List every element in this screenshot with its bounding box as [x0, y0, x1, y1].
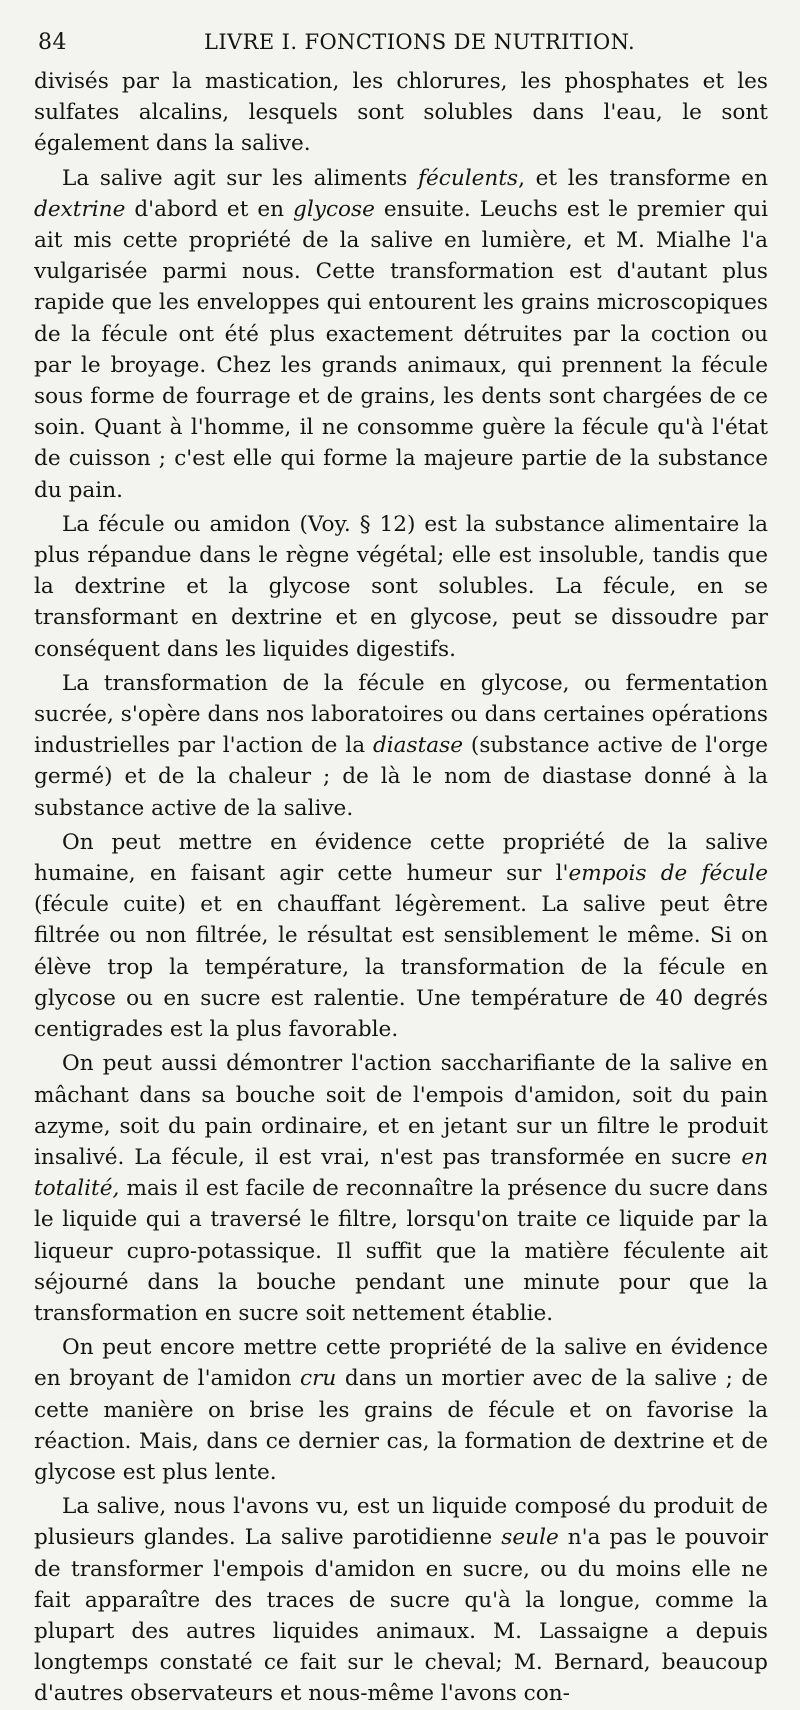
page-header: [38, 30, 768, 66]
text-run: On peut aussi démontrer l'action saccharifiante de la salive en mâchant dans sa bouche soit de l'empois d'amidon, soit du pain azyme, soit du pain ordinaire, et en jetant sur un filtre le produit insalivé. La fécule, il est vrai, n'est pas transformée en sucre: [34, 1051, 768, 1170]
italic-term: en totalité,: [34, 1144, 768, 1202]
text-run: (fécule cuite) et en chauffant légèrement. La salive peut être filtrée ou non filtrée, le résultat est sensiblement le même. Si on élève trop la température, la transformation de la fécule en glycose ou en sucre est ralentie. Une température de 40 degrés centigrades est la plus favorable.: [34, 892, 768, 1043]
running-head: LIVRE I. FONCTIONS DE NUTRITION.: [204, 30, 636, 54]
italic-term: diastase: [372, 733, 464, 759]
italic-term: glycose: [293, 196, 375, 222]
text-run: La transformation de la fécule en glycose, ou fermentation sucrée, s'opère dans nos laboratoires ou dans certaines opérations industrielles par l'action de la: [34, 670, 768, 759]
paragraph: [34, 827, 768, 1045]
text-run: mais il est facile de reconnaître la présence du sucre dans le liquide qui a traversé le filtre, lorsqu'on traite ce liquide par la liqueur cupro-potassique. Il suffit que la matière féculente ait séjourné dans la bouche pendant une minute pour que la transformation en sucre soit nettement établie.: [34, 1176, 768, 1326]
italic-term: dextrine: [34, 196, 126, 222]
text-run: La salive agit sur les aliments: [62, 165, 418, 191]
text-run: (substance active de l'orge germé) et de la chaleur ; de là le nom de diastase donné à la substance active de la salive.: [34, 733, 768, 821]
text-run: On peut mettre en évidence cette propriété de la salive humaine, en faisant agir cette humeur sur l': [34, 829, 768, 887]
text-run: La salive, nous l'avons vu, est un liquide composé du produit de plusieurs glandes. La salive parotidienne: [34, 1494, 768, 1551]
italic-term: cru: [300, 1366, 337, 1392]
text-run: On peut encore mettre cette propriété de la salive en évidence en broyant de l'amidon: [34, 1335, 768, 1392]
text-run: , et les transforme en: [518, 165, 768, 191]
paragraph: [34, 1332, 768, 1488]
page-number: 84: [38, 30, 67, 55]
paragraph: [34, 668, 768, 824]
paragraph: [34, 66, 768, 160]
paragraph: [34, 1491, 768, 1709]
text-run: d'abord et en: [125, 196, 294, 222]
paragraph: [34, 509, 768, 665]
text-run: ensuite. Leuchs est le premier qui ait mis cette propriété de la salive en lumière, et M. Mialhe l'a vulgarisée parmi nous. Cette transformation est d'autant plus rapide que les enveloppes qui entourent les grains microscopiques de la fécule ont été plus exactement détruites par la coction ou par le broyage. Chez les grands animaux, qui prennent la fécule sous forme de fourrage et de grains, les dents sont chargées de ce soin. Quant à l'homme, il ne consomme guère la fécule qu'à l'état de cuisson ; c'est elle qui forme la majeure partie de la substance du pain.: [34, 196, 769, 503]
paragraph: [34, 1048, 768, 1329]
italic-term: seule: [501, 1525, 559, 1551]
text-run: La fécule ou amidon (Voy. § 12) est la substance alimentaire la plus répandue dans le règne végétal; elle est insoluble, tandis que la dextrine et la glycose sont solubles. La fécule, en se transformant en dextrine et en glycose, peut se dissoudre par conséquent dans les liquides digestifs.: [34, 511, 768, 662]
body-text: [34, 66, 768, 1710]
text-run: n'a pas le pouvoir de transformer l'empois d'amidon en sucre, ou du moins elle ne fait apparaître des traces de sucre qu'à la longue, comme la plupart des autres liquides animaux. M. Lassaigne a depuis longtemps constaté ce fait sur le cheval; M. Bernard, beaucoup d'autres observateurs et nous-même l'avons con-: [34, 1525, 768, 1707]
italic-term: féculents: [417, 165, 519, 191]
italic-term: empois de fécule: [568, 861, 768, 887]
paragraph: [34, 163, 768, 506]
text-run: dans un mortier avec de la salive ; de cette manière on brise les grains de fécule et on favorise la réaction. Mais, dans ce dernier cas, la formation de dextrine et de glycose est plus lente.: [34, 1366, 768, 1485]
text-run: divisés par la mastication, les chlorures, les phosphates et les sulfates alcalins, lesquels sont solubles dans l'eau, le sont également dans la salive.: [34, 69, 768, 157]
